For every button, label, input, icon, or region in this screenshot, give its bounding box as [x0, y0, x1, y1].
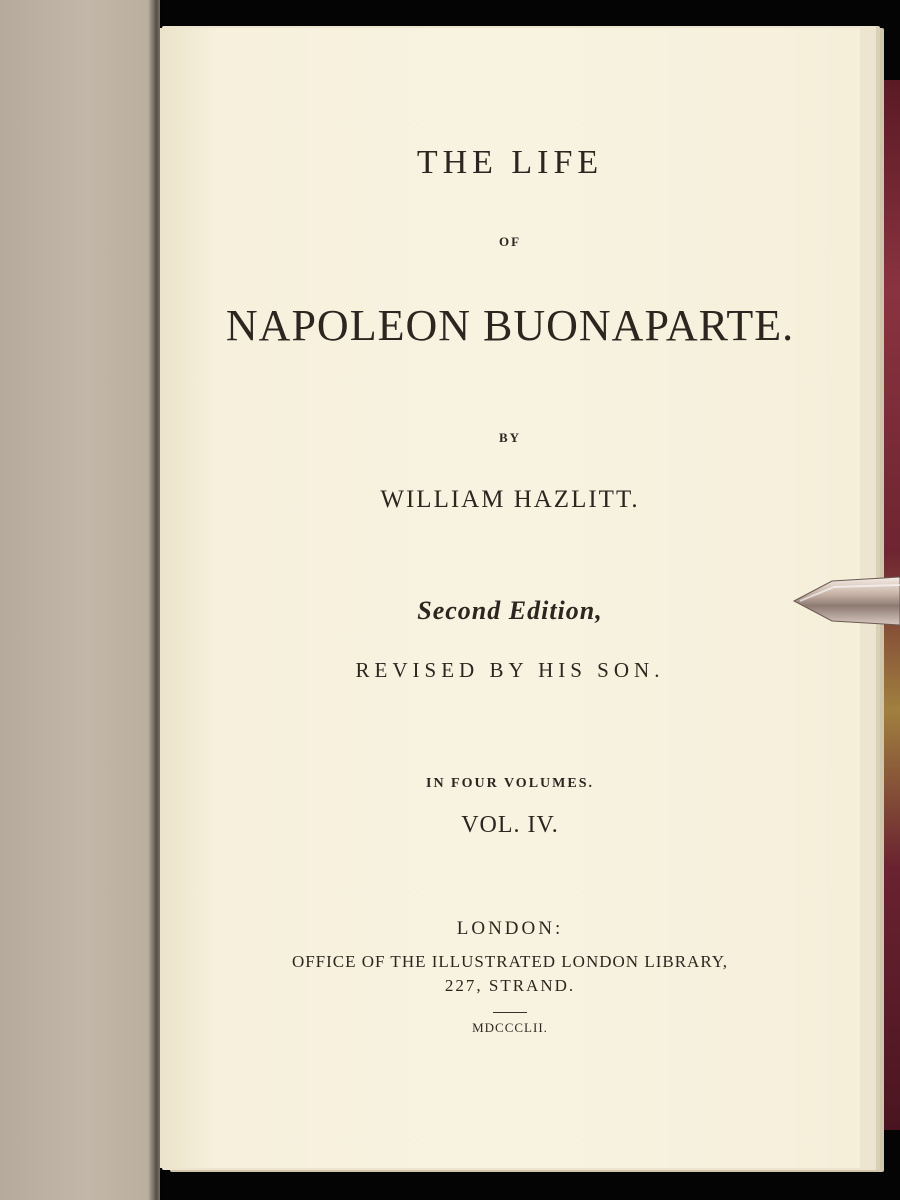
imprint-rule: [493, 1012, 527, 1013]
imprint-address: 227, STRAND.: [444, 976, 576, 995]
revision-note: REVISED BY HIS SON.: [355, 658, 665, 682]
imprint-publisher: OFFICE OF THE ILLUSTRATED LONDON LIBRARY,: [291, 952, 729, 971]
author-name: WILLIAM HAZLITT.: [380, 486, 640, 513]
book-subject: NAPOLEON BUONAPARTE.: [225, 301, 795, 350]
volume-count: IN FOUR VOLUMES.: [426, 776, 594, 791]
left-endpaper: [0, 0, 160, 1200]
book-title: THE LIFE: [416, 144, 604, 181]
imprint-year: MDCCCLII.: [472, 1020, 548, 1035]
title-page: [160, 28, 860, 1168]
edition-statement: Second Edition,: [417, 596, 603, 625]
byline-label: BY: [498, 430, 522, 445]
imprint-city: LONDON:: [456, 918, 564, 939]
volume-number: VOL. IV.: [461, 812, 559, 838]
title-connector: OF: [498, 234, 522, 249]
metal-clip-icon: [792, 573, 900, 629]
